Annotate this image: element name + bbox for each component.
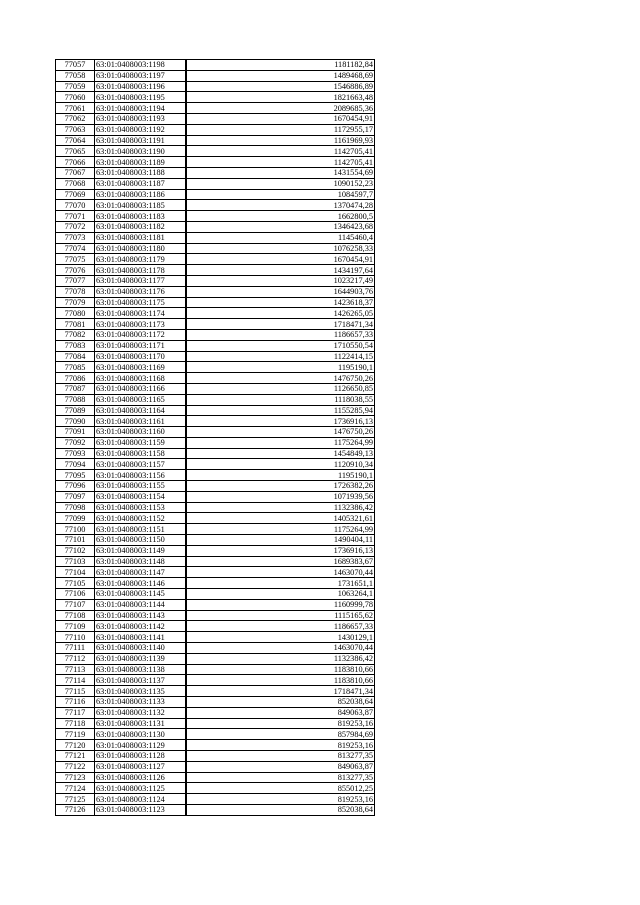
cadastral-value-cell: 1063264,1: [186, 589, 375, 600]
row-number-cell: 77059: [56, 81, 95, 92]
cadastral-value-cell: 1662800,5: [186, 211, 375, 222]
cadastral-value-cell: 1076258,33: [186, 243, 375, 254]
row-number-cell: 77096: [56, 481, 95, 492]
row-number-cell: 77095: [56, 470, 95, 481]
row-number-cell: 77120: [56, 740, 95, 751]
cadastral-value-cell: 1160999,78: [186, 599, 375, 610]
row-number-cell: 77069: [56, 189, 95, 200]
cadastral-number-cell: 63:01:0408003:1186: [95, 189, 187, 200]
cadastral-value-cell: 1821663,48: [186, 92, 375, 103]
table-row: [56, 783, 375, 794]
cadastral-value-cell: 1142705,41: [186, 146, 375, 157]
cadastral-number-cell: 63:01:0408003:1133: [95, 697, 187, 708]
cadastral-value-cell: 1195190,1: [186, 362, 375, 373]
cadastral-value-cell: 1161969,93: [186, 135, 375, 146]
cadastral-value-cell: 1463070,44: [186, 643, 375, 654]
cadastral-value-cell: 852038,64: [186, 804, 375, 815]
cadastral-value-cell: 819253,16: [186, 740, 375, 751]
cadastral-value-cell: 1370474,28: [186, 200, 375, 211]
cadastral-number-cell: 63:01:0408003:1194: [95, 103, 187, 114]
cadastral-value-cell: 1181182,84: [186, 60, 375, 71]
cadastral-number-cell: 63:01:0408003:1197: [95, 70, 187, 81]
cadastral-value-cell: 819253,16: [186, 794, 375, 805]
cadastral-number-cell: 63:01:0408003:1132: [95, 707, 187, 718]
cadastral-number-cell: 63:01:0408003:1131: [95, 718, 187, 729]
table-row: [56, 718, 375, 729]
row-number-cell: 77086: [56, 373, 95, 384]
row-number-cell: 77101: [56, 535, 95, 546]
row-number-cell: 77077: [56, 275, 95, 286]
cadastral-number-cell: 63:01:0408003:1169: [95, 362, 187, 373]
cadastral-number-cell: 63:01:0408003:1191: [95, 135, 187, 146]
cadastral-number-cell: 63:01:0408003:1126: [95, 772, 187, 783]
row-number-cell: 77058: [56, 70, 95, 81]
row-number-cell: 77081: [56, 319, 95, 330]
row-number-cell: 77116: [56, 697, 95, 708]
table-row: [56, 427, 375, 438]
cadastral-value-cell: 1670454,91: [186, 113, 375, 124]
table-body: [56, 60, 375, 816]
row-number-cell: 77057: [56, 60, 95, 71]
table-row: [56, 448, 375, 459]
table-row: [56, 481, 375, 492]
cadastral-number-cell: 63:01:0408003:1165: [95, 394, 187, 405]
table-row: [56, 589, 375, 600]
cadastral-number-cell: 63:01:0408003:1164: [95, 405, 187, 416]
table-row: [56, 70, 375, 81]
table-row: [56, 189, 375, 200]
cadastral-value-cell: 1172955,17: [186, 124, 375, 135]
table-row: [56, 157, 375, 168]
row-number-cell: 77122: [56, 761, 95, 772]
table-row: [56, 751, 375, 762]
row-number-cell: 77094: [56, 459, 95, 470]
table-row: [56, 232, 375, 243]
cadastral-value-cell: 1670454,91: [186, 254, 375, 265]
table-row: [56, 297, 375, 308]
cadastral-value-cell: 1476750,26: [186, 373, 375, 384]
row-number-cell: 77121: [56, 751, 95, 762]
row-number-cell: 77079: [56, 297, 95, 308]
cadastral-number-cell: 63:01:0408003:1166: [95, 383, 187, 394]
cadastral-value-cell: 857984,69: [186, 729, 375, 740]
cadastral-number-cell: 63:01:0408003:1177: [95, 275, 187, 286]
row-number-cell: 77087: [56, 383, 95, 394]
cadastral-value-cell: 1126650,85: [186, 383, 375, 394]
cadastral-value-cell: 1115165,62: [186, 610, 375, 621]
table-row: [56, 405, 375, 416]
table-row: [56, 416, 375, 427]
cadastral-number-cell: 63:01:0408003:1181: [95, 232, 187, 243]
cadastral-value-cell: 1183810,66: [186, 675, 375, 686]
table-row: [56, 286, 375, 297]
row-number-cell: 77105: [56, 578, 95, 589]
cadastral-value-cell: 849063,87: [186, 761, 375, 772]
cadastral-number-cell: 63:01:0408003:1172: [95, 329, 187, 340]
row-number-cell: 77072: [56, 221, 95, 232]
row-number-cell: 77113: [56, 664, 95, 675]
cadastral-number-cell: 63:01:0408003:1176: [95, 286, 187, 297]
cadastral-number-cell: 63:01:0408003:1182: [95, 221, 187, 232]
table-row: [56, 470, 375, 481]
cadastral-number-cell: 63:01:0408003:1190: [95, 146, 187, 157]
table-row: [56, 92, 375, 103]
cadastral-value-cell: 855012,25: [186, 783, 375, 794]
table-row: [56, 275, 375, 286]
cadastral-value-cell: 1084597,7: [186, 189, 375, 200]
cadastral-value-cell: 1142705,41: [186, 157, 375, 168]
cadastral-value-cell: 2089685,36: [186, 103, 375, 114]
cadastral-value-cell: 1689383,67: [186, 556, 375, 567]
table-row: [56, 761, 375, 772]
cadastral-number-cell: 63:01:0408003:1159: [95, 437, 187, 448]
table-row: [56, 221, 375, 232]
cadastral-number-cell: 63:01:0408003:1154: [95, 491, 187, 502]
row-number-cell: 77115: [56, 686, 95, 697]
row-number-cell: 77089: [56, 405, 95, 416]
table-row: [56, 794, 375, 805]
cadastral-number-cell: 63:01:0408003:1125: [95, 783, 187, 794]
cadastral-value-cell: 1718471,34: [186, 319, 375, 330]
cadastral-value-cell: 1736916,13: [186, 416, 375, 427]
cadastral-number-cell: 63:01:0408003:1141: [95, 632, 187, 643]
cadastral-number-cell: 63:01:0408003:1161: [95, 416, 187, 427]
row-number-cell: 77111: [56, 643, 95, 654]
cadastral-value-cell: 1175264,99: [186, 437, 375, 448]
table-row: [56, 535, 375, 546]
cadastral-value-cell: 1423618,37: [186, 297, 375, 308]
cadastral-value-cell: 1132386,42: [186, 502, 375, 513]
table-row: [56, 178, 375, 189]
table-row: [56, 804, 375, 815]
row-number-cell: 77106: [56, 589, 95, 600]
row-number-cell: 77082: [56, 329, 95, 340]
cadastral-value-cell: 1644903,76: [186, 286, 375, 297]
cadastral-value-cell: 1463070,44: [186, 567, 375, 578]
table-row: [56, 621, 375, 632]
table-row: [56, 265, 375, 276]
cadastral-value-table: [55, 59, 375, 816]
cadastral-number-cell: 63:01:0408003:1188: [95, 167, 187, 178]
row-number-cell: 77090: [56, 416, 95, 427]
cadastral-value-cell: 1195190,1: [186, 470, 375, 481]
cadastral-number-cell: 63:01:0408003:1175: [95, 297, 187, 308]
row-number-cell: 77083: [56, 340, 95, 351]
cadastral-number-cell: 63:01:0408003:1144: [95, 599, 187, 610]
table-row: [56, 103, 375, 114]
row-number-cell: 77091: [56, 427, 95, 438]
row-number-cell: 77065: [56, 146, 95, 157]
cadastral-number-cell: 63:01:0408003:1142: [95, 621, 187, 632]
table-row: [56, 502, 375, 513]
cadastral-number-cell: 63:01:0408003:1124: [95, 794, 187, 805]
row-number-cell: 77070: [56, 200, 95, 211]
cadastral-number-cell: 63:01:0408003:1198: [95, 60, 187, 71]
cadastral-value-cell: 1736916,13: [186, 545, 375, 556]
table-row: [56, 340, 375, 351]
cadastral-value-cell: 1430129,1: [186, 632, 375, 643]
table-row: [56, 740, 375, 751]
cadastral-value-cell: 1454849,13: [186, 448, 375, 459]
table-row: [56, 513, 375, 524]
row-number-cell: 77093: [56, 448, 95, 459]
cadastral-value-cell: 819253,16: [186, 718, 375, 729]
row-number-cell: 77117: [56, 707, 95, 718]
row-number-cell: 77109: [56, 621, 95, 632]
row-number-cell: 77060: [56, 92, 95, 103]
cadastral-value-cell: 1120910,34: [186, 459, 375, 470]
cadastral-value-cell: 1118038,55: [186, 394, 375, 405]
cadastral-number-cell: 63:01:0408003:1160: [95, 427, 187, 438]
table-row: [56, 524, 375, 535]
table-row: [56, 81, 375, 92]
table-row: [56, 599, 375, 610]
cadastral-number-cell: 63:01:0408003:1140: [95, 643, 187, 654]
table-row: [56, 567, 375, 578]
cadastral-value-cell: 1132386,42: [186, 653, 375, 664]
cadastral-number-cell: 63:01:0408003:1168: [95, 373, 187, 384]
row-number-cell: 77066: [56, 157, 95, 168]
cadastral-value-cell: 1405321,61: [186, 513, 375, 524]
cadastral-number-cell: 63:01:0408003:1178: [95, 265, 187, 276]
row-number-cell: 77098: [56, 502, 95, 513]
cadastral-value-cell: 1090152,23: [186, 178, 375, 189]
row-number-cell: 77076: [56, 265, 95, 276]
row-number-cell: 77110: [56, 632, 95, 643]
table-row: [56, 394, 375, 405]
cadastral-number-cell: 63:01:0408003:1157: [95, 459, 187, 470]
cadastral-number-cell: 63:01:0408003:1170: [95, 351, 187, 362]
cadastral-value-cell: 1346423,68: [186, 221, 375, 232]
cadastral-number-cell: 63:01:0408003:1185: [95, 200, 187, 211]
cadastral-value-cell: 849063,87: [186, 707, 375, 718]
cadastral-number-cell: 63:01:0408003:1173: [95, 319, 187, 330]
table-row: [56, 610, 375, 621]
cadastral-number-cell: 63:01:0408003:1179: [95, 254, 187, 265]
row-number-cell: 77075: [56, 254, 95, 265]
row-number-cell: 77085: [56, 362, 95, 373]
table-row: [56, 437, 375, 448]
table-row: [56, 308, 375, 319]
row-number-cell: 77084: [56, 351, 95, 362]
row-number-cell: 77118: [56, 718, 95, 729]
cadastral-value-cell: 1726382,26: [186, 481, 375, 492]
row-number-cell: 77123: [56, 772, 95, 783]
row-number-cell: 77108: [56, 610, 95, 621]
cadastral-number-cell: 63:01:0408003:1130: [95, 729, 187, 740]
cadastral-value-cell: 1489468,69: [186, 70, 375, 81]
cadastral-number-cell: 63:01:0408003:1138: [95, 664, 187, 675]
row-number-cell: 77088: [56, 394, 95, 405]
table-row: [56, 135, 375, 146]
row-number-cell: 77119: [56, 729, 95, 740]
table-row: [56, 329, 375, 340]
table-row: [56, 643, 375, 654]
table-row: [56, 653, 375, 664]
table-row: [56, 146, 375, 157]
table-row: [56, 211, 375, 222]
table-row: [56, 459, 375, 470]
row-number-cell: 77112: [56, 653, 95, 664]
table-row: [56, 686, 375, 697]
table-row: [56, 124, 375, 135]
table-row: [56, 243, 375, 254]
cadastral-number-cell: 63:01:0408003:1143: [95, 610, 187, 621]
table-row: [56, 697, 375, 708]
cadastral-value-cell: 1155285,94: [186, 405, 375, 416]
row-number-cell: 77067: [56, 167, 95, 178]
cadastral-number-cell: 63:01:0408003:1180: [95, 243, 187, 254]
row-number-cell: 77092: [56, 437, 95, 448]
cadastral-value-cell: 1426265,05: [186, 308, 375, 319]
table-row: [56, 167, 375, 178]
table-row: [56, 362, 375, 373]
cadastral-number-cell: 63:01:0408003:1152: [95, 513, 187, 524]
row-number-cell: 77124: [56, 783, 95, 794]
cadastral-value-cell: 1431554,69: [186, 167, 375, 178]
cadastral-value-cell: 1476750,26: [186, 427, 375, 438]
row-number-cell: 77064: [56, 135, 95, 146]
row-number-cell: 77080: [56, 308, 95, 319]
row-number-cell: 77103: [56, 556, 95, 567]
cadastral-number-cell: 63:01:0408003:1155: [95, 481, 187, 492]
row-number-cell: 77073: [56, 232, 95, 243]
cadastral-value-cell: 1145460,4: [186, 232, 375, 243]
cadastral-value-cell: 1186657,33: [186, 621, 375, 632]
table-row: [56, 373, 375, 384]
table-row: [56, 729, 375, 740]
table-row: [56, 383, 375, 394]
row-number-cell: 77114: [56, 675, 95, 686]
row-number-cell: 77102: [56, 545, 95, 556]
cadastral-value-cell: 1186657,33: [186, 329, 375, 340]
cadastral-value-cell: 1175264,99: [186, 524, 375, 535]
row-number-cell: 77107: [56, 599, 95, 610]
table-row: [56, 254, 375, 265]
row-number-cell: 77104: [56, 567, 95, 578]
table-row: [56, 491, 375, 502]
cadastral-value-cell: 852038,64: [186, 697, 375, 708]
cadastral-number-cell: 63:01:0408003:1149: [95, 545, 187, 556]
cadastral-number-cell: 63:01:0408003:1193: [95, 113, 187, 124]
cadastral-number-cell: 63:01:0408003:1195: [95, 92, 187, 103]
cadastral-value-cell: 1731651,1: [186, 578, 375, 589]
cadastral-number-cell: 63:01:0408003:1174: [95, 308, 187, 319]
row-number-cell: 77097: [56, 491, 95, 502]
row-number-cell: 77071: [56, 211, 95, 222]
table-row: [56, 664, 375, 675]
cadastral-number-cell: 63:01:0408003:1183: [95, 211, 187, 222]
row-number-cell: 77061: [56, 103, 95, 114]
cadastral-value-cell: 1122414,15: [186, 351, 375, 362]
cadastral-value-cell: 1183810,66: [186, 664, 375, 675]
table-row: [56, 113, 375, 124]
cadastral-number-cell: 63:01:0408003:1192: [95, 124, 187, 135]
table-row: [56, 707, 375, 718]
cadastral-value-cell: 1434197,64: [186, 265, 375, 276]
row-number-cell: 77126: [56, 804, 95, 815]
table-row: [56, 351, 375, 362]
cadastral-value-cell: 1546886,89: [186, 81, 375, 92]
table-row: [56, 545, 375, 556]
cadastral-number-cell: 63:01:0408003:1137: [95, 675, 187, 686]
row-number-cell: 77062: [56, 113, 95, 124]
cadastral-number-cell: 63:01:0408003:1145: [95, 589, 187, 600]
cadastral-number-cell: 63:01:0408003:1171: [95, 340, 187, 351]
row-number-cell: 77125: [56, 794, 95, 805]
cadastral-number-cell: 63:01:0408003:1187: [95, 178, 187, 189]
table-row: [56, 200, 375, 211]
cadastral-number-cell: 63:01:0408003:1158: [95, 448, 187, 459]
row-number-cell: 77099: [56, 513, 95, 524]
cadastral-number-cell: 63:01:0408003:1127: [95, 761, 187, 772]
cadastral-number-cell: 63:01:0408003:1153: [95, 502, 187, 513]
cadastral-value-cell: 1718471,34: [186, 686, 375, 697]
row-number-cell: 77100: [56, 524, 95, 535]
cadastral-number-cell: 63:01:0408003:1150: [95, 535, 187, 546]
row-number-cell: 77074: [56, 243, 95, 254]
cadastral-value-cell: 813277,35: [186, 751, 375, 762]
cadastral-number-cell: 63:01:0408003:1135: [95, 686, 187, 697]
cadastral-number-cell: 63:01:0408003:1139: [95, 653, 187, 664]
cadastral-number-cell: 63:01:0408003:1148: [95, 556, 187, 567]
cadastral-value-cell: 1071939,56: [186, 491, 375, 502]
table-row: [56, 556, 375, 567]
table-row: [56, 60, 375, 71]
cadastral-number-cell: 63:01:0408003:1156: [95, 470, 187, 481]
table-row: [56, 319, 375, 330]
cadastral-number-cell: 63:01:0408003:1196: [95, 81, 187, 92]
cadastral-value-cell: 813277,35: [186, 772, 375, 783]
table-row: [56, 675, 375, 686]
table-row: [56, 632, 375, 643]
cadastral-value-cell: 1023217,49: [186, 275, 375, 286]
cadastral-value-cell: 1490404,11: [186, 535, 375, 546]
cadastral-number-cell: 63:01:0408003:1128: [95, 751, 187, 762]
cadastral-number-cell: 63:01:0408003:1146: [95, 578, 187, 589]
cadastral-number-cell: 63:01:0408003:1123: [95, 804, 187, 815]
table-row: [56, 772, 375, 783]
row-number-cell: 77078: [56, 286, 95, 297]
cadastral-number-cell: 63:01:0408003:1147: [95, 567, 187, 578]
table-row: [56, 578, 375, 589]
row-number-cell: 77068: [56, 178, 95, 189]
cadastral-number-cell: 63:01:0408003:1189: [95, 157, 187, 168]
cadastral-value-cell: 1710550,54: [186, 340, 375, 351]
row-number-cell: 77063: [56, 124, 95, 135]
cadastral-number-cell: 63:01:0408003:1151: [95, 524, 187, 535]
cadastral-number-cell: 63:01:0408003:1129: [95, 740, 187, 751]
